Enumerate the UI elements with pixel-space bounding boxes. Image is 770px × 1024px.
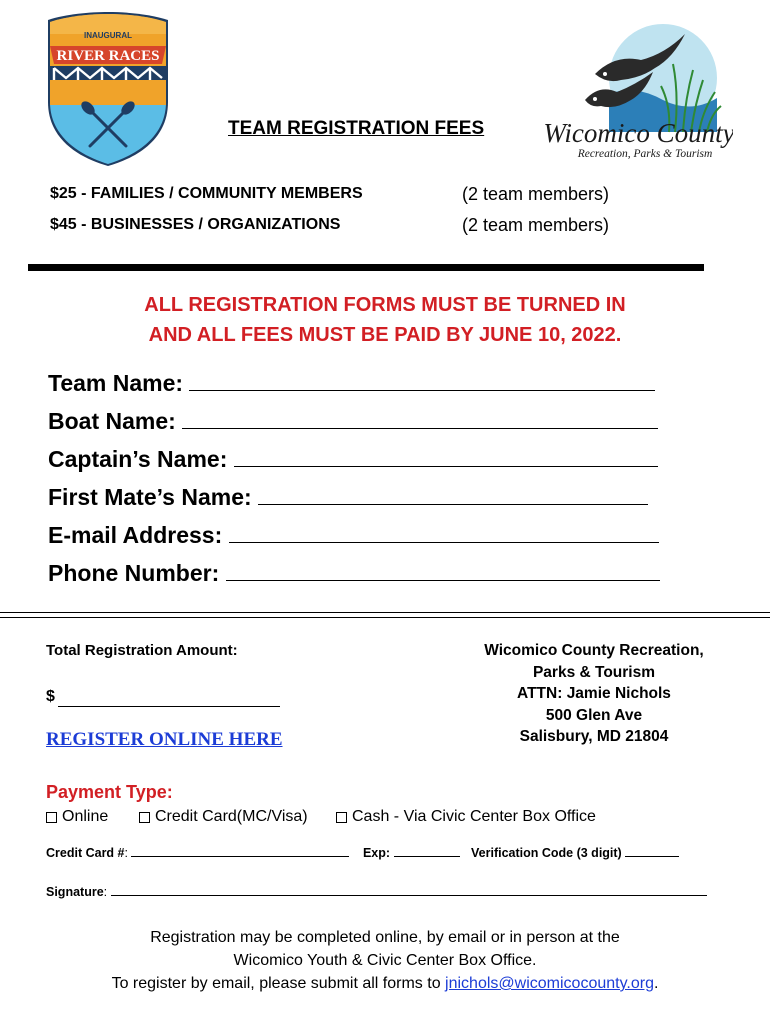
verification-blank[interactable] [625, 845, 679, 857]
fees-title: TEAM REGISTRATION FEES [228, 118, 485, 139]
first-mate-name-field[interactable] [48, 484, 648, 511]
boat-name-blank[interactable] [182, 410, 658, 429]
address-line: ATTN: Jamie Nichols [517, 685, 671, 703]
fee-families-note: (2 team members) [462, 184, 610, 204]
signature-label: Signature [46, 885, 104, 899]
checkbox-icon[interactable] [46, 812, 57, 823]
phone-number-field[interactable] [48, 560, 660, 587]
fee-families-label: $25 - FAMILIES / COMMUNITY MEMBERS [50, 185, 363, 202]
payment-option-credit-card[interactable] [139, 808, 308, 826]
footer-line-3 [0, 972, 770, 995]
address-line: Wicomico County Recreation, [484, 642, 704, 659]
signature-colon: : [103, 885, 108, 899]
boat-name-label: Boat Name: [48, 408, 176, 434]
deadline-line-1: ALL REGISTRATION FORMS MUST BE TURNED IN [144, 294, 626, 316]
svg-text:INAUGURAL: INAUGURAL [84, 31, 132, 40]
checkbox-icon[interactable] [139, 812, 150, 823]
footer-line-3-suffix: . [653, 975, 659, 992]
deadline-line-2: AND ALL FEES MUST BE PAID BY JUNE 10, 2022. [148, 324, 622, 346]
total-registration-label: Total Registration Amount: [46, 642, 238, 659]
river-races-logo [44, 10, 172, 168]
first-mate-name-label: First Mate’s Name: [48, 484, 252, 510]
verification-label: Verification Code (3 digit) [471, 846, 622, 860]
captain-name-label: Captain’s Name: [48, 446, 228, 472]
fee-businesses-label: $45 - BUSINESSES / ORGANIZATIONS [50, 216, 341, 233]
team-name-field[interactable] [48, 370, 655, 397]
payment-option-label: Cash - Via Civic Center Box Office [352, 808, 596, 825]
svg-text:RIVER RACES: RIVER RACES [56, 48, 160, 64]
team-name-label: Team Name: [48, 370, 184, 396]
section-divider [28, 264, 704, 271]
payment-option-label: Online [62, 808, 109, 825]
exp-blank[interactable] [394, 845, 460, 857]
signature-blank[interactable] [111, 884, 707, 896]
exp-label: Exp: [362, 846, 391, 860]
mailing-address [460, 640, 728, 748]
first-mate-name-blank[interactable] [258, 486, 648, 505]
dollar-sign: $ [46, 688, 55, 705]
credit-card-row [46, 845, 679, 860]
address-line: Salisbury, MD 21804 [519, 728, 669, 746]
address-line: 500 Glen Ave [545, 706, 643, 724]
svg-text:Recreation, Parks & Tourism: Recreation, Parks & Tourism [577, 148, 713, 160]
email-address-label: E-mail Address: [48, 522, 223, 548]
footer-line-2: Wicomico Youth & Civic Center Box Office. [233, 952, 537, 969]
amount-blank[interactable] [58, 706, 280, 707]
checkbox-icon[interactable] [336, 812, 347, 823]
phone-number-blank[interactable] [226, 562, 660, 581]
fee-businesses-note: (2 team members) [462, 215, 610, 235]
register-online-link[interactable]: REGISTER ONLINE HERE [46, 729, 283, 750]
address-line: Parks & Tourism [532, 663, 656, 681]
phone-number-label: Phone Number: [48, 560, 220, 586]
boat-name-field[interactable] [48, 408, 658, 435]
team-name-blank[interactable] [189, 372, 655, 391]
captain-name-blank[interactable] [234, 448, 658, 467]
footer-line-3-prefix: To register by email, please submit all forms to [111, 975, 446, 992]
section-divider-double [0, 612, 770, 618]
payment-option-cash[interactable] [336, 808, 596, 826]
credit-card-label: Credit Card # [46, 846, 125, 860]
wicomico-county-logo [545, 14, 733, 164]
credit-card-blank[interactable] [131, 845, 349, 857]
payment-option-label: Credit Card(MC/Visa) [155, 808, 308, 825]
credit-card-colon: : [124, 846, 128, 860]
signature-row [46, 884, 707, 899]
footer-line-1: Registration may be completed online, by email or in person at the [150, 929, 620, 946]
deadline-notice [0, 290, 770, 350]
captain-name-field[interactable] [48, 446, 658, 473]
email-address-field[interactable] [48, 522, 659, 549]
svg-text:Wicomico County: Wicomico County [545, 118, 733, 148]
footer-instructions [0, 926, 770, 995]
payment-option-online[interactable] [46, 808, 108, 826]
email-address-blank[interactable] [229, 524, 659, 543]
payment-type-title: Payment Type: [46, 782, 173, 802]
email-link[interactable]: jnichols@wicomicocounty.org [445, 975, 654, 992]
